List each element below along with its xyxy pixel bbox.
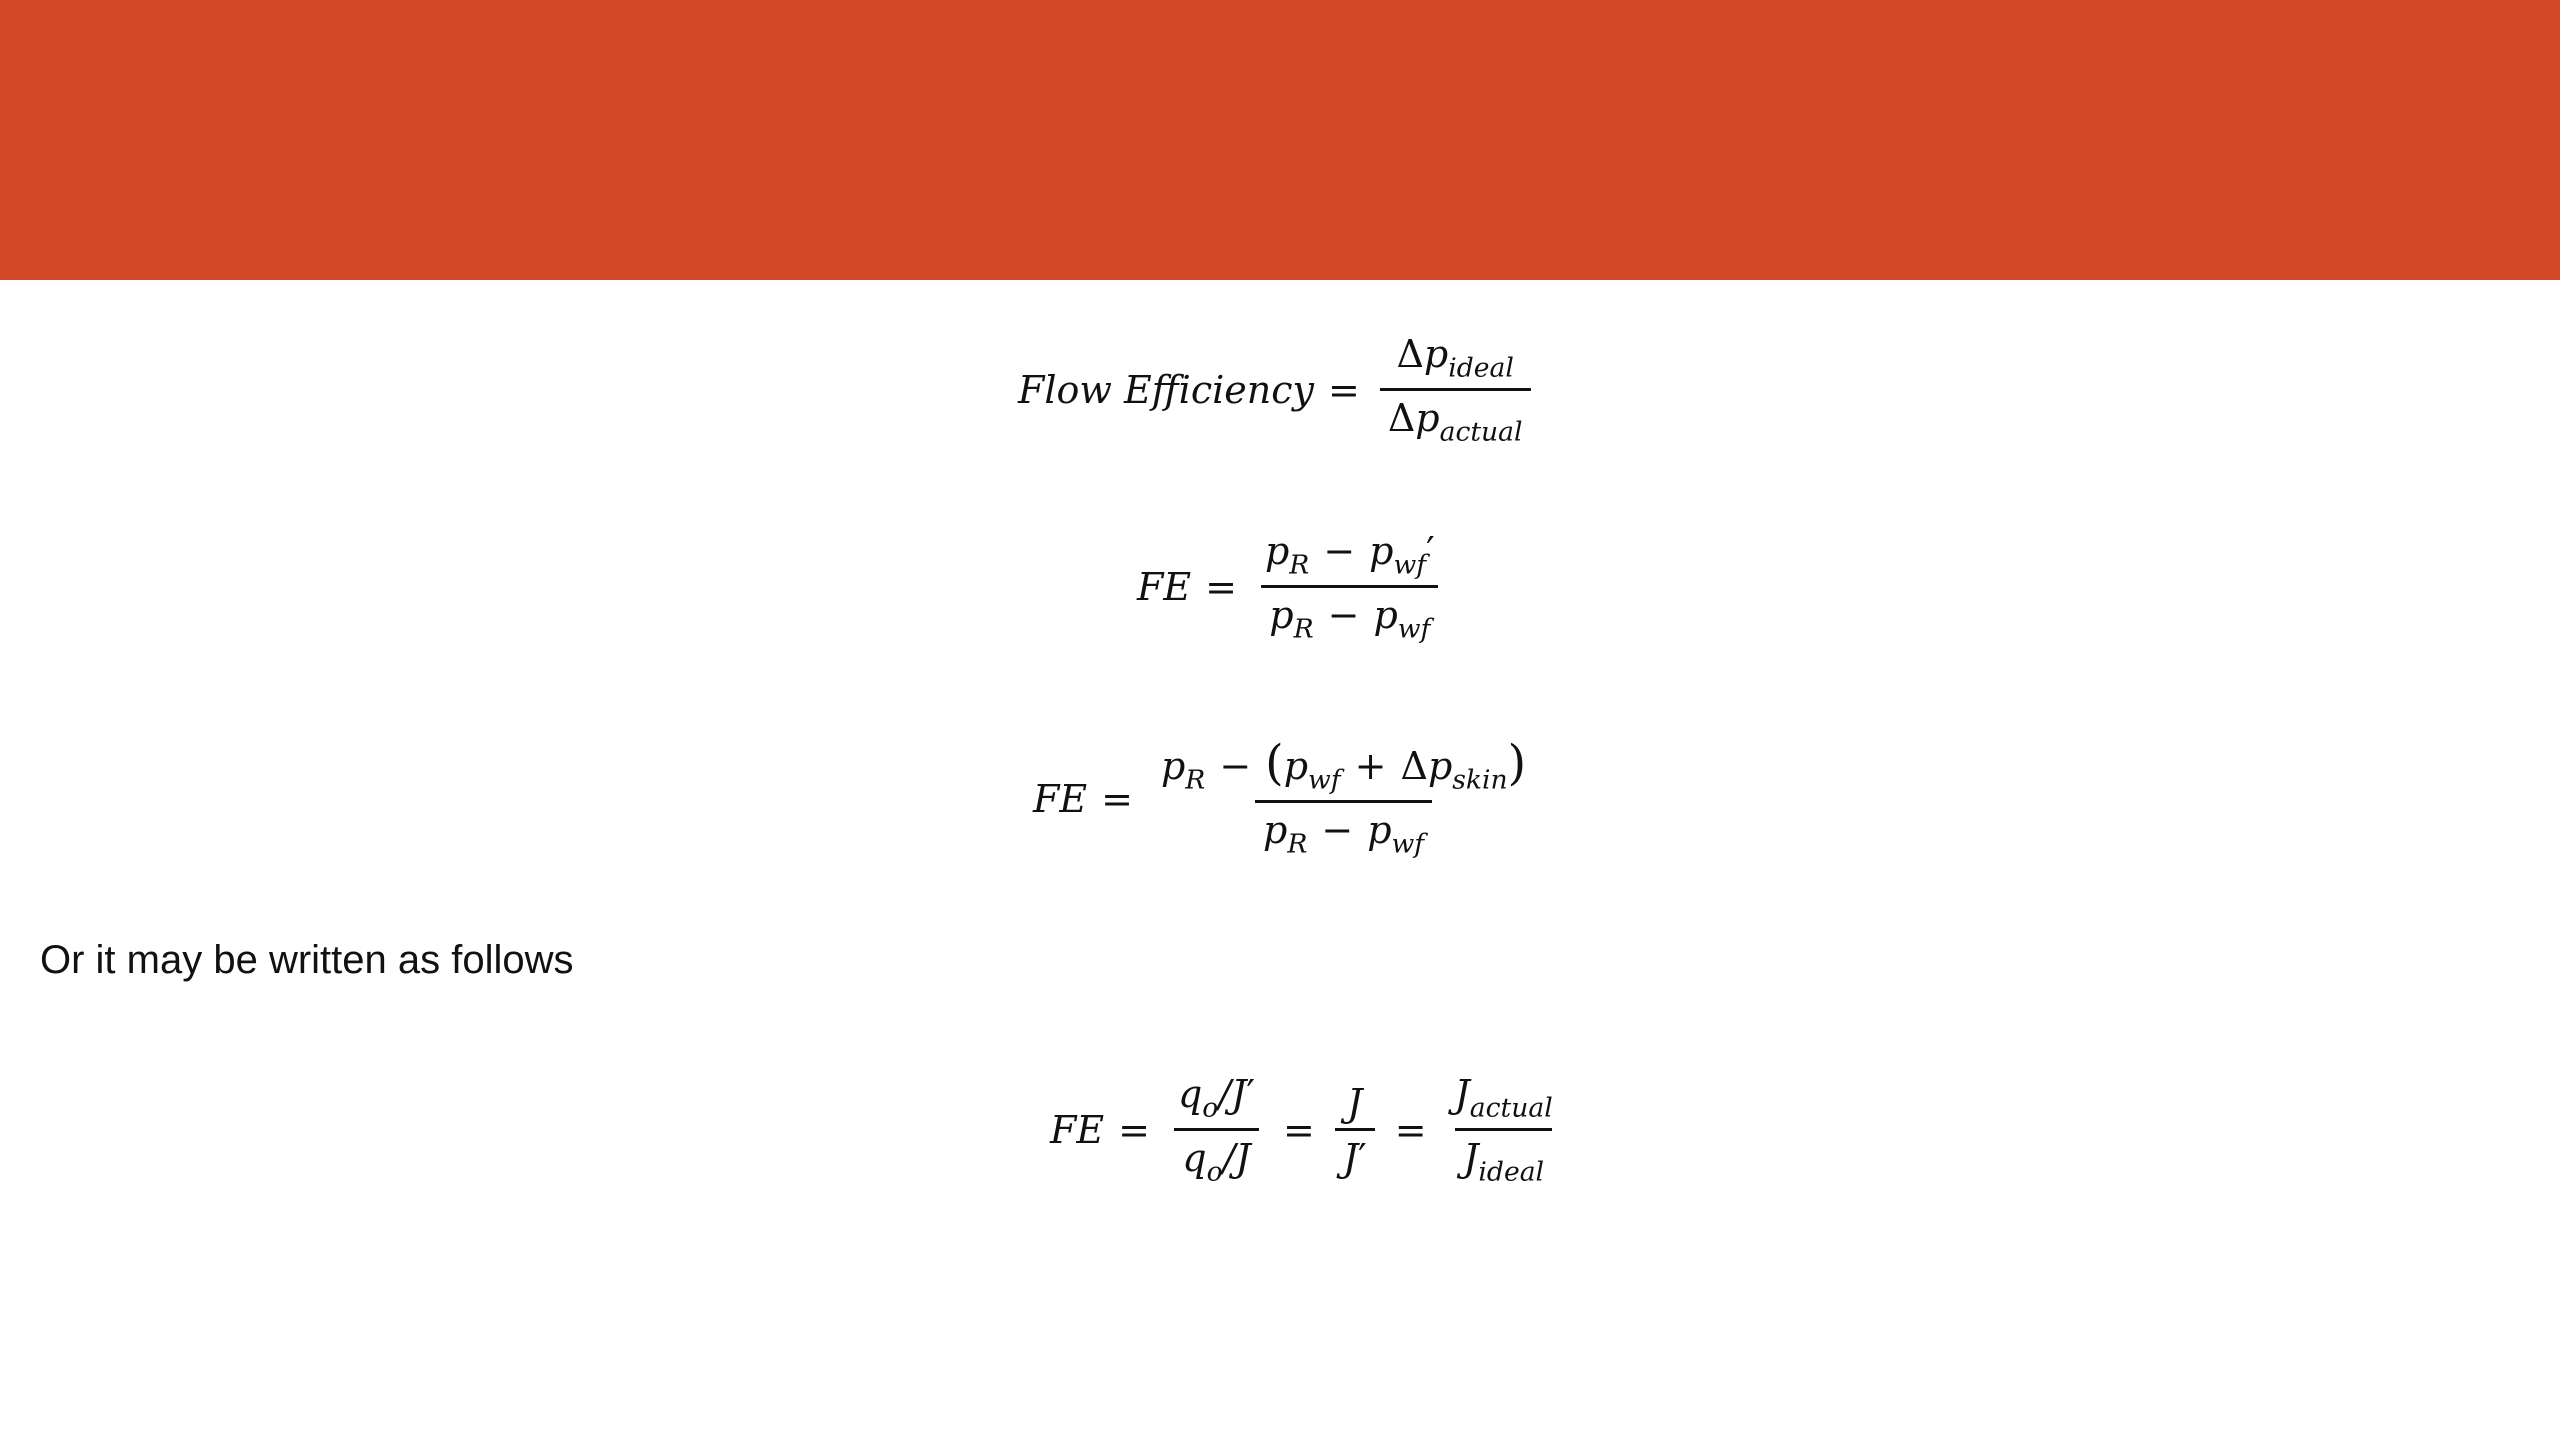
eq4-f1-denominator: $q_o/J$	[1174, 1128, 1258, 1186]
eq3-fraction	[1153, 736, 1534, 860]
equation-fe-productivity	[1050, 1072, 1567, 1188]
eq4-f2-denominator: J′	[1335, 1128, 1375, 1177]
eq1-equals: =	[1327, 368, 1360, 413]
eq4-equals-2: =	[1282, 1108, 1315, 1153]
eq4-f1-numerator: $q_o/J'$	[1177, 1072, 1255, 1124]
equation-flow-efficiency	[1018, 332, 1537, 448]
eq4-fraction-2	[1335, 1080, 1375, 1180]
eq2-denominator: $p_R - p_{wf}$	[1261, 585, 1438, 643]
eq1-fraction	[1380, 332, 1531, 448]
eq1-numerator: $\Delta p_{ideal}$	[1396, 332, 1514, 384]
eq4-f3-denominator: $J_{ideal}$	[1455, 1128, 1552, 1186]
eq1-lhs: Flow Efficiency	[1018, 368, 1314, 413]
body-text: Or it may be written as follows	[40, 938, 574, 982]
header-banner	[0, 0, 2560, 280]
eq3-numerator: $p_R - (p_{wf} + \Delta p_{skin})$	[1160, 736, 1527, 796]
eq1-denominator: $\Delta p_{actual}$	[1380, 388, 1531, 446]
eq4-equals-3: =	[1394, 1108, 1427, 1153]
eq4-f3-numerator: $J_{actual}$	[1454, 1072, 1553, 1124]
eq2-fraction	[1257, 529, 1443, 645]
eq2-numerator: $p_R - p_{wf}'$	[1264, 529, 1435, 581]
eq3-denominator: $p_R - p_{wf}$	[1255, 800, 1432, 858]
eq3-lhs: FE	[1033, 776, 1088, 821]
eq4-fraction-1	[1170, 1072, 1263, 1188]
eq2-equals: =	[1205, 565, 1237, 610]
eq4-lhs: FE	[1050, 1108, 1105, 1153]
eq4-equals-1: =	[1118, 1108, 1150, 1153]
equation-fe-skin	[1033, 736, 1540, 860]
equation-fe-pressure	[1137, 529, 1449, 645]
eq2-lhs: FE	[1137, 565, 1192, 610]
eq4-fraction-3	[1447, 1072, 1561, 1188]
eq3-equals: =	[1101, 776, 1133, 821]
eq4-f2-numerator: J	[1347, 1080, 1363, 1125]
